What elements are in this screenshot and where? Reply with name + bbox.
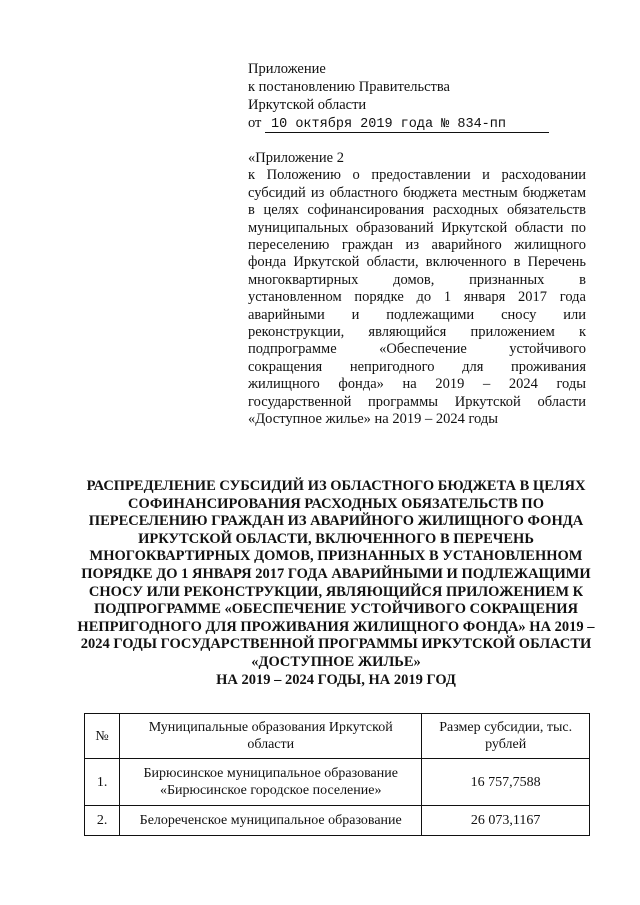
- appendix-first-line: «Приложение 2: [248, 150, 344, 166]
- row-municipality: Белореченское муниципальное образование: [120, 806, 422, 836]
- date-value: 10 октября 2019 года № 834-пп: [265, 117, 549, 133]
- table-row: [85, 806, 590, 836]
- header-municipality: Муниципальные образования Иркутской области: [120, 714, 422, 759]
- row-number: 2.: [85, 806, 120, 836]
- document-title: [72, 478, 600, 689]
- header-line-3: Иркутской области: [248, 97, 367, 113]
- header-number: №: [85, 714, 120, 759]
- table-header-row: [85, 714, 590, 759]
- table-row: [85, 759, 590, 806]
- row-number: 1.: [85, 759, 120, 806]
- row-amount: 26 073,1167: [422, 806, 590, 836]
- title-last-line: НА 2019 – 2024 ГОДЫ, НА 2019 ГОД: [216, 671, 456, 688]
- subsidy-table: [84, 713, 590, 836]
- header-date-row: [248, 114, 588, 133]
- row-amount: 16 757,7588: [422, 759, 590, 806]
- header-line-2: к постановлению Правительства: [248, 79, 450, 95]
- date-prefix: от: [248, 115, 262, 131]
- header-amount: Размер субсидии, тыс. рублей: [422, 714, 590, 759]
- header-line-1: Приложение: [248, 61, 326, 77]
- title-main: РАСПРЕДЕЛЕНИЕ СУБСИДИЙ ИЗ ОБЛАСТНОГО БЮДЖЕТА В ЦЕЛЯХ СОФИНАНСИРОВАНИЯ РАСХОДНЫХ ОБЯЗАТЕЛЬСТВ ПО ПЕРЕСЕЛЕНИЮ ГРАЖДАН ИЗ АВАРИЙНОГО ЖИЛИЩНОГО ФОНДА ИРКУТСКОЙ ОБЛАСТИ, ВКЛЮЧЕННОГО В ПЕРЕЧЕНЬ МНОГОКВАРТИРНЫХ ДОМОВ, ПРИЗНАННЫХ В УСТАНОВЛЕННОМ ПОРЯДКЕ ДО 1 ЯНВАРЯ 2017 ГОДА АВАРИЙНЫМИ И ПОДЛЕЖАЩИМИ СНОСУ ИЛИ РЕКОНСТРУКЦИИ, ЯВЛЯЮЩИЙСЯ ПРИЛОЖЕНИЕМ К ПОДПРОГРАММЕ «ОБЕСПЕЧЕНИЕ УСТОЙЧИВОГО СОКРАЩЕНИЯ НЕПРИГОДНОГО ДЛЯ ПРОЖИВАНИЯ ЖИЛИЩНОГО ФОНДА» НА 2019 – 2024 ГОДЫ ГОСУДАРСТВЕННОЙ ПРОГРАММЫ ИРКУТСКОЙ ОБЛАСТИ «ДОСТУПНОЕ ЖИЛЬЕ»: [77, 478, 595, 670]
- appendix-block: [248, 150, 586, 429]
- row-municipality: Бирюсинское муниципальное образование «Бирюсинское городское поселение»: [120, 759, 422, 806]
- header-block: [248, 60, 588, 133]
- appendix-text: к Положению о предоставлении и расходовании субсидий из областного бюджета местным бюджетам в целях софинансирования расходных обязательств муниципальных образований Иркутской области по переселению граждан из аварийного жилищного фонда Иркутской области, включенного в Перечень многоквартирных домов, признанных в установленном порядке до 1 января 2017 года аварийными и подлежащими сносу или реконструкции, являющийся приложением к подпрограмме «Обеспечение устойчивого сокращения непригодного для проживания жилищного фонда» на 2019 – 2024 годы государственной программы Иркутской области «Доступное жилье» на 2019 – 2024 годы: [248, 167, 586, 428]
